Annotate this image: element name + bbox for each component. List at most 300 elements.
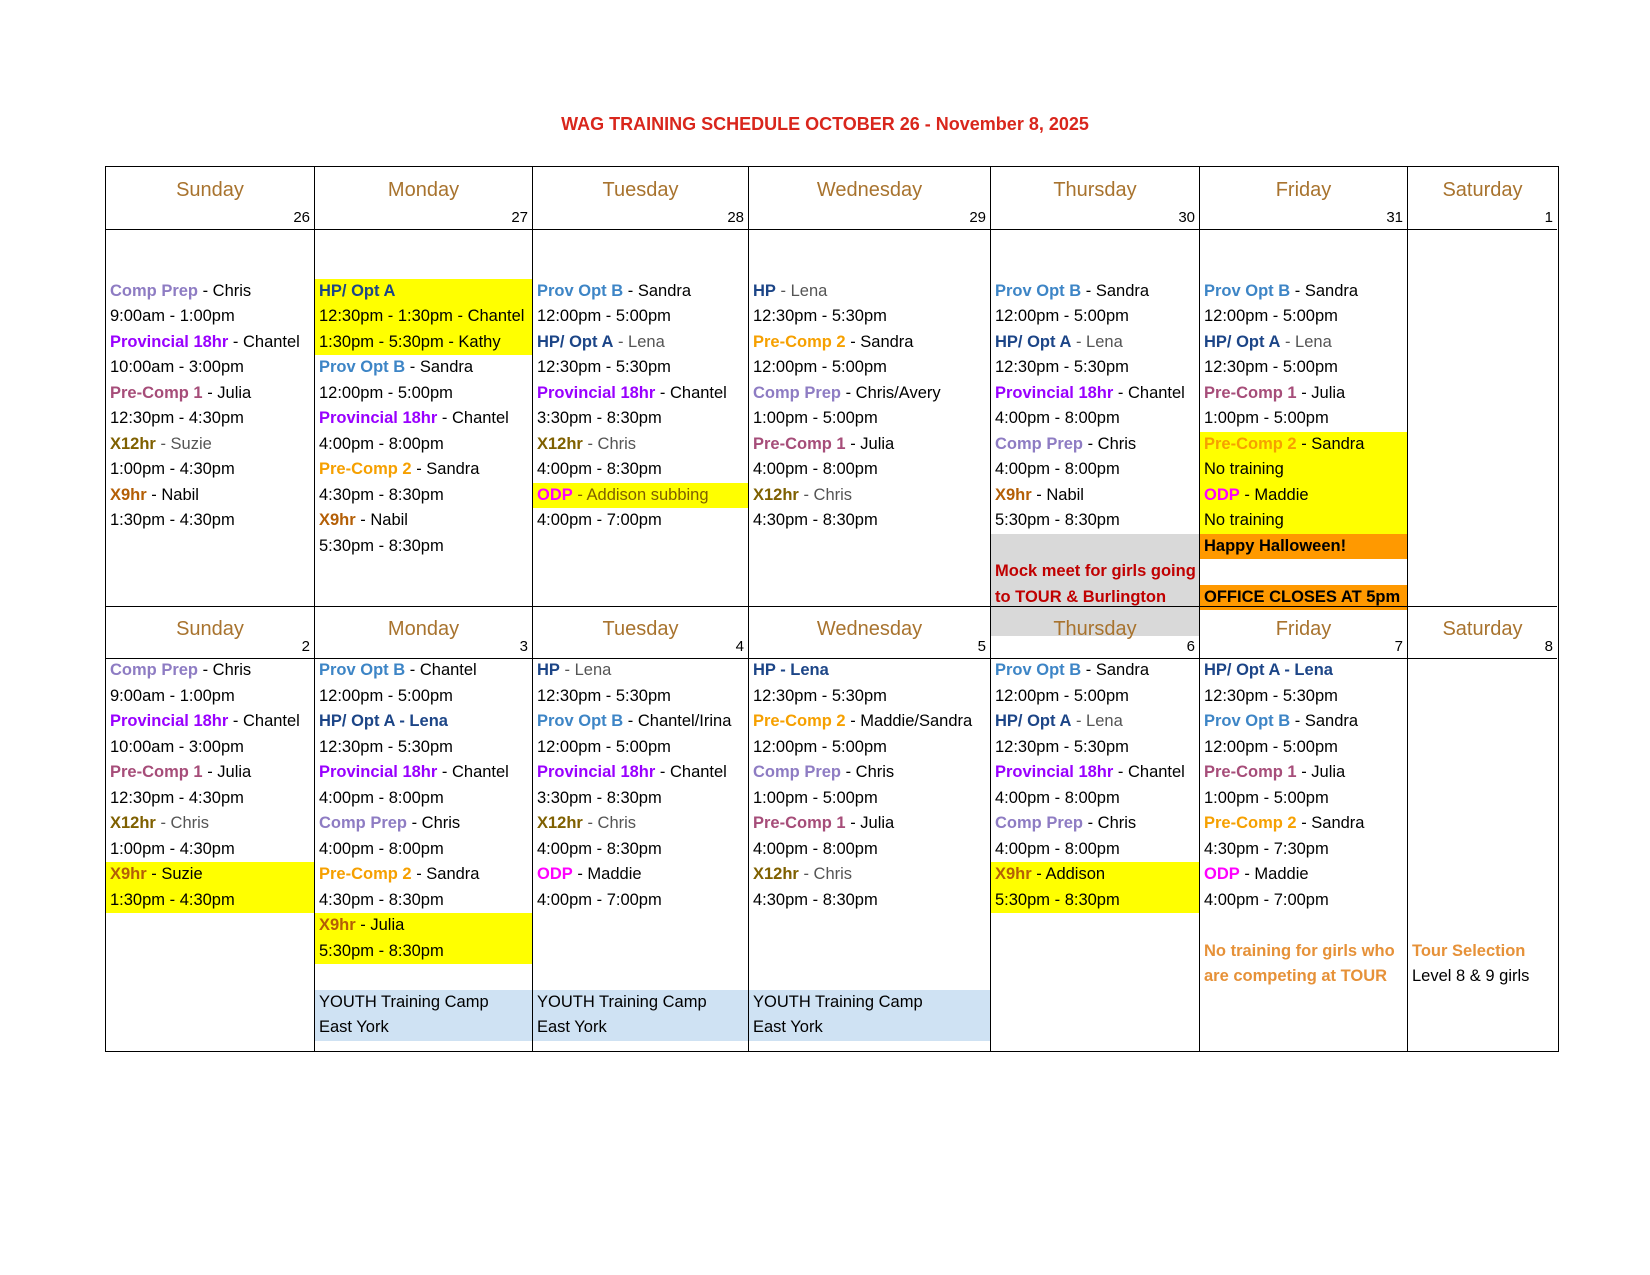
day-cell <box>1408 229 1557 606</box>
class-label: Pre-Comp 2 <box>753 712 846 730</box>
schedule-text: - Chris <box>798 865 853 883</box>
schedule-line <box>533 508 748 534</box>
class-label: X9hr <box>319 511 356 529</box>
schedule-text: - Sandra <box>845 332 914 351</box>
schedule-text: 4:00pm - 8:00pm <box>995 460 1120 478</box>
day-header <box>315 167 533 229</box>
day-number: 31 <box>1386 209 1403 226</box>
schedule-text: 4:30pm - 8:30pm <box>753 511 878 529</box>
class-label: Comp Prep <box>995 814 1084 832</box>
class-label: X12hr <box>753 485 799 504</box>
schedule-text: 9:00am - 1:00pm <box>110 307 235 325</box>
schedule-text: 12:30pm - 1:30pm - Chantel <box>319 307 525 325</box>
day-name: Monday <box>387 618 460 640</box>
schedule-line <box>533 862 748 888</box>
class-label: X9hr <box>319 916 356 934</box>
day-header <box>106 606 315 658</box>
day-cell <box>991 658 1200 1051</box>
class-label: Happy Halloween! <box>1204 536 1347 555</box>
schedule-line <box>749 330 990 356</box>
schedule-line <box>991 760 1199 786</box>
schedule-text: 1:00pm - 5:00pm <box>1204 409 1329 427</box>
blank-line <box>1200 913 1407 939</box>
schedule-line <box>533 330 748 356</box>
schedule-text: 10:00am - 3:00pm <box>110 737 244 756</box>
day-cell <box>315 658 533 1051</box>
schedule-text: - Sandra <box>1296 434 1365 453</box>
schedule-line <box>533 786 748 812</box>
schedule-text: - Chantel <box>437 409 509 427</box>
class-label: HP <box>753 281 776 300</box>
schedule-line <box>106 837 314 863</box>
day-header <box>749 606 991 658</box>
schedule-line <box>315 432 532 458</box>
schedule-text: 4:00pm - 8:30pm <box>537 460 662 478</box>
schedule-line <box>749 658 990 684</box>
schedule-line <box>1200 939 1407 965</box>
schedule-text: East York <box>537 1018 607 1036</box>
schedule-line <box>315 684 532 710</box>
day-name: Monday <box>387 179 460 201</box>
class-label: Pre-Comp 2 <box>319 865 412 883</box>
schedule-line <box>991 559 1199 585</box>
day-header <box>1200 606 1408 658</box>
class-label: Pre-Comp 2 <box>1204 434 1297 453</box>
day-number: 8 <box>1544 638 1553 655</box>
schedule-line <box>533 658 748 684</box>
schedule-line <box>1200 355 1407 381</box>
class-label: HP <box>537 661 560 679</box>
schedule-text: - Sandra <box>623 281 692 300</box>
schedule-line <box>1200 457 1407 483</box>
schedule-text: 12:30pm - 4:30pm <box>110 788 244 807</box>
day-header <box>1200 167 1408 229</box>
schedule-line <box>1200 786 1407 812</box>
schedule-text: - Sandra <box>1081 281 1150 300</box>
schedule-text: 12:00pm - 5:00pm <box>319 383 453 402</box>
class-label: HP/ Opt A <box>995 712 1072 730</box>
schedule-line <box>991 432 1199 458</box>
schedule-line <box>749 279 990 305</box>
day-cell <box>991 229 1200 606</box>
day-cell <box>106 658 315 1051</box>
schedule-text: - Chris <box>798 485 853 504</box>
schedule-text: 12:00pm - 5:00pm <box>995 307 1129 325</box>
class-label: X12hr <box>537 814 583 832</box>
schedule-text: 4:00pm - 7:00pm <box>537 511 662 529</box>
schedule-text: No training <box>1204 460 1284 478</box>
class-label: X12hr <box>753 865 799 883</box>
schedule-text: 12:00pm - 5:00pm <box>537 737 671 756</box>
page-title: WAG TRAINING SCHEDULE OCTOBER 26 - November 8, 2025 <box>561 114 1089 134</box>
class-label: Provincial 18hr <box>319 409 438 427</box>
schedule-text: 12:30pm - 4:30pm <box>110 409 244 427</box>
day-cell <box>749 658 991 1051</box>
class-label: Pre-Comp 2 <box>1204 814 1297 832</box>
schedule-text: - Sandra <box>411 865 480 883</box>
class-label: Comp Prep <box>995 434 1084 453</box>
day-cell <box>1200 229 1408 606</box>
schedule-text: - Maddie <box>1239 485 1309 504</box>
schedule-text: - Suzie <box>146 865 203 883</box>
schedule-text: - Sandra <box>1296 814 1365 832</box>
schedule-line <box>106 862 314 888</box>
schedule-text: - Chantel <box>228 712 300 730</box>
schedule-line <box>1200 964 1407 990</box>
schedule-line <box>533 406 748 432</box>
blank-line <box>1200 559 1407 585</box>
schedule-line <box>749 684 990 710</box>
schedule-line <box>749 811 990 837</box>
schedule-line <box>991 508 1199 534</box>
schedule-line <box>991 888 1199 914</box>
schedule-text: 3:30pm - 8:30pm <box>537 409 662 427</box>
schedule-line <box>315 786 532 812</box>
class-label: Provincial 18hr <box>319 763 438 781</box>
schedule-line <box>533 457 748 483</box>
schedule-text: - Chantel <box>228 332 300 351</box>
schedule-line <box>991 483 1199 509</box>
schedule-line <box>315 990 532 1016</box>
schedule-line <box>533 483 748 509</box>
class-label: Mock meet for girls going <box>995 562 1196 580</box>
class-label: OFFICE CLOSES AT 5pm <box>1204 587 1401 606</box>
schedule-line <box>1200 381 1407 407</box>
schedule-text: 4:30pm - 8:30pm <box>753 890 878 909</box>
schedule-line <box>315 760 532 786</box>
schedule-line <box>533 1015 748 1041</box>
day-cell <box>533 658 749 1051</box>
schedule-text: 5:30pm - 8:30pm <box>995 890 1120 909</box>
day-name: Tuesday <box>602 179 679 201</box>
schedule-line <box>1200 534 1407 560</box>
schedule-text: - Julia <box>202 383 252 402</box>
schedule-text: - Chris <box>155 814 210 832</box>
day-header <box>1408 167 1557 229</box>
day-name: Saturday <box>1442 179 1523 201</box>
schedule-text: 4:00pm - 8:00pm <box>753 839 878 858</box>
schedule-line <box>533 990 748 1016</box>
blank-line <box>749 913 990 939</box>
schedule-text: 12:00pm - 5:00pm <box>753 358 887 376</box>
schedule-line <box>533 760 748 786</box>
class-label: Provincial 18hr <box>537 383 656 402</box>
class-label: X9hr <box>110 865 147 883</box>
schedule-text: 1:30pm - 4:30pm <box>110 511 235 529</box>
schedule-text: - Chris <box>1083 434 1137 453</box>
schedule-line <box>749 381 990 407</box>
schedule-line <box>749 432 990 458</box>
schedule-text: - Sandra <box>1081 661 1150 679</box>
class-label: Prov Opt B <box>995 281 1082 300</box>
schedule-line <box>749 862 990 888</box>
schedule-line <box>315 279 532 305</box>
schedule-line <box>1200 837 1407 863</box>
schedule-line <box>749 406 990 432</box>
class-label: X9hr <box>110 485 147 504</box>
schedule-text: 4:30pm - 8:30pm <box>319 890 444 909</box>
schedule-text: - Julia <box>845 814 895 832</box>
schedule-line <box>315 355 532 381</box>
class-label: Prov Opt B <box>1204 712 1291 730</box>
schedule-text: - Lena <box>1280 332 1332 351</box>
schedule-text: 1:00pm - 4:30pm <box>110 839 235 858</box>
schedule-line <box>1200 483 1407 509</box>
schedule-text: 4:00pm - 8:00pm <box>995 409 1120 427</box>
schedule-text: 12:30pm - 5:30pm <box>319 737 453 756</box>
schedule-text: YOUTH Training Camp <box>319 992 489 1011</box>
schedule-text: - Sandra <box>405 358 474 376</box>
schedule-line <box>991 381 1199 407</box>
class-label: HP/ Opt A <box>1204 332 1281 351</box>
schedule-text: 1:30pm - 5:30pm - Kathy <box>319 332 501 351</box>
day-name: Thursday <box>1053 618 1137 640</box>
schedule-line <box>991 709 1199 735</box>
day-number: 6 <box>1186 638 1195 655</box>
schedule-text: East York <box>319 1018 389 1036</box>
schedule-line <box>749 837 990 863</box>
day-cell <box>749 229 991 606</box>
schedule-line <box>315 837 532 863</box>
schedule-line <box>315 735 532 761</box>
schedule-text: - Julia <box>202 763 252 781</box>
day-name: Wednesday <box>816 618 923 640</box>
schedule-line <box>106 709 314 735</box>
schedule-text: 1:00pm - 5:00pm <box>753 788 878 807</box>
day-number: 3 <box>519 638 528 655</box>
schedule-line <box>315 534 532 560</box>
class-label: X9hr <box>995 865 1032 883</box>
schedule-line <box>106 483 314 509</box>
class-label: Pre-Comp 1 <box>1204 763 1297 781</box>
schedule-line <box>1200 735 1407 761</box>
schedule-line <box>1200 508 1407 534</box>
schedule-line <box>991 658 1199 684</box>
schedule-line <box>991 355 1199 381</box>
schedule-line <box>315 709 532 735</box>
schedule-line <box>315 304 532 330</box>
schedule-text: 12:00pm - 5:00pm <box>537 307 671 325</box>
class-label: Tour Selection <box>1412 941 1526 960</box>
schedule-text: 1:00pm - 5:00pm <box>753 409 878 427</box>
class-label: HP/ Opt A <box>319 281 396 300</box>
schedule-line <box>1200 760 1407 786</box>
schedule-line <box>106 355 314 381</box>
day-name: Friday <box>1275 179 1332 201</box>
schedule-text: - Julia <box>845 434 895 453</box>
schedule-line <box>1200 888 1407 914</box>
schedule-text: YOUTH Training Camp <box>537 992 707 1011</box>
schedule-line <box>749 483 990 509</box>
class-label: HP/ Opt A - Lena <box>1204 661 1333 679</box>
schedule-text: - Sandra <box>411 460 480 478</box>
schedule-line <box>991 279 1199 305</box>
schedule-line <box>749 355 990 381</box>
day-number: 26 <box>293 209 310 226</box>
schedule-text: - Chantel <box>437 763 509 781</box>
schedule-line <box>106 888 314 914</box>
schedule-text: - Nabil <box>355 511 408 529</box>
schedule-line <box>749 508 990 534</box>
class-label: Pre-Comp 1 <box>110 383 203 402</box>
schedule-text: 4:00pm - 8:00pm <box>319 788 444 807</box>
schedule-line <box>1200 330 1407 356</box>
schedule-line <box>315 811 532 837</box>
schedule-text: East York <box>753 1018 823 1036</box>
schedule-line <box>1200 709 1407 735</box>
day-name: Wednesday <box>816 179 923 201</box>
schedule-text: - Lena <box>1071 332 1123 351</box>
class-label: X9hr <box>995 485 1032 504</box>
schedule-line <box>315 939 532 965</box>
class-label: ODP <box>1204 485 1240 504</box>
schedule-line <box>533 888 748 914</box>
schedule-line <box>106 508 314 534</box>
schedule-text: 4:00pm - 8:00pm <box>995 788 1120 807</box>
schedule-line <box>106 432 314 458</box>
class-label: ODP <box>537 485 573 504</box>
class-label: to TOUR & Burlington <box>995 587 1167 606</box>
schedule-text: - Sandra <box>1290 712 1359 730</box>
schedule-line <box>533 684 748 710</box>
schedule-line <box>315 862 532 888</box>
schedule-text: 4:00pm - 7:00pm <box>537 890 662 909</box>
day-number: 30 <box>1178 209 1195 226</box>
schedule-line <box>991 862 1199 888</box>
schedule-text: 4:00pm - 8:00pm <box>753 460 878 478</box>
schedule-line <box>106 330 314 356</box>
schedule-line <box>106 684 314 710</box>
schedule-text: 4:00pm - 8:00pm <box>995 839 1120 858</box>
schedule-text: Level 8 & 9 girls <box>1412 967 1530 985</box>
schedule-text: - Julia <box>1296 763 1346 781</box>
schedule-line <box>991 837 1199 863</box>
class-label: Pre-Comp 2 <box>753 332 846 351</box>
day-number: 7 <box>1394 638 1403 655</box>
schedule-text: - Addison <box>1031 865 1106 883</box>
schedule-text: 4:00pm - 8:00pm <box>319 839 444 858</box>
schedule-text: - Maddie <box>572 865 642 883</box>
day-cell <box>1408 658 1557 1051</box>
schedule-line <box>991 786 1199 812</box>
schedule-text: - Lena <box>559 661 612 679</box>
schedule-text: - Chantel <box>1113 763 1185 781</box>
schedule-line <box>315 406 532 432</box>
class-label: Comp Prep <box>319 814 408 832</box>
day-name: Sunday <box>176 618 244 640</box>
schedule-text: - Julia <box>355 916 405 934</box>
schedule-line <box>106 760 314 786</box>
class-label: Pre-Comp 1 <box>753 434 846 453</box>
schedule-line <box>533 279 748 305</box>
schedule-line <box>315 457 532 483</box>
class-label: HP/ Opt A <box>995 332 1072 351</box>
schedule-line <box>749 1015 990 1041</box>
schedule-text: 12:30pm - 5:00pm <box>1204 358 1338 376</box>
schedule-text: No training <box>1204 511 1284 529</box>
schedule-line <box>315 1015 532 1041</box>
schedule-text: 9:00am - 1:00pm <box>110 686 235 705</box>
schedule-line <box>1200 658 1407 684</box>
schedule-line <box>749 709 990 735</box>
class-label: HP/ Opt A <box>537 332 614 351</box>
schedule-line <box>1200 811 1407 837</box>
schedule-line <box>106 811 314 837</box>
schedule-text: 4:00pm - 8:30pm <box>537 839 662 858</box>
day-header <box>991 167 1200 229</box>
class-label: Prov Opt B <box>319 358 406 376</box>
schedule-line <box>1200 279 1407 305</box>
schedule-line <box>106 304 314 330</box>
schedule-line <box>315 888 532 914</box>
day-cell <box>1200 658 1408 1051</box>
day-number: 27 <box>511 209 528 226</box>
schedule-line <box>1408 964 1557 990</box>
schedule-line <box>533 355 748 381</box>
schedule-line <box>533 304 748 330</box>
day-header <box>533 606 749 658</box>
schedule-text: 4:00pm - 8:00pm <box>319 434 444 453</box>
schedule-line <box>315 913 532 939</box>
schedule-text: - Chantel <box>1113 383 1185 402</box>
schedule-text: - Chris/Avery <box>841 383 941 402</box>
schedule-text: - Chris <box>407 814 461 832</box>
schedule-text: 1:30pm - 4:30pm <box>110 890 235 909</box>
class-label: Provincial 18hr <box>537 763 656 781</box>
schedule-line <box>1200 684 1407 710</box>
schedule-text: 12:30pm - 5:30pm <box>537 358 671 376</box>
schedule-line <box>533 735 748 761</box>
schedule-text: 4:30pm - 8:30pm <box>319 485 444 504</box>
schedule-text: 5:30pm - 8:30pm <box>319 941 444 960</box>
schedule-line <box>1200 304 1407 330</box>
schedule-text: - Maddie/Sandra <box>845 712 973 730</box>
schedule-line <box>991 811 1199 837</box>
schedule-text: 12:00pm - 5:00pm <box>319 686 453 705</box>
class-label: No training for girls who <box>1204 941 1395 960</box>
schedule-line <box>749 760 990 786</box>
schedule-line <box>533 381 748 407</box>
class-label: ODP <box>1204 865 1240 883</box>
schedule-text: 4:00pm - 7:00pm <box>1204 890 1329 909</box>
class-label: Prov Opt B <box>995 661 1082 679</box>
schedule-text: 12:30pm - 5:30pm <box>537 686 671 705</box>
schedule-text: - Lena <box>1071 712 1123 730</box>
schedule-line <box>106 457 314 483</box>
schedule-line <box>106 735 314 761</box>
day-name: Sunday <box>176 179 244 201</box>
schedule-line <box>749 786 990 812</box>
schedule-line <box>991 684 1199 710</box>
schedule-text: - Chris <box>198 661 252 679</box>
day-header <box>749 167 991 229</box>
schedule-text: - Nabil <box>146 485 199 504</box>
schedule-text: 5:30pm - 8:30pm <box>319 536 444 555</box>
schedule-text: - Chris <box>841 763 895 781</box>
class-label: Comp Prep <box>110 281 199 300</box>
class-label: Provincial 18hr <box>995 763 1114 781</box>
schedule-line <box>106 381 314 407</box>
class-label: Provincial 18hr <box>995 383 1114 402</box>
schedule-text: - Chantel <box>655 763 727 781</box>
schedule-text: 4:30pm - 7:30pm <box>1204 839 1329 858</box>
class-label: Pre-Comp 1 <box>753 814 846 832</box>
blank-line <box>533 964 748 990</box>
schedule-text: - Sandra <box>1290 281 1359 300</box>
schedule-line <box>991 735 1199 761</box>
schedule-line <box>315 483 532 509</box>
class-label: Prov Opt B <box>537 281 624 300</box>
